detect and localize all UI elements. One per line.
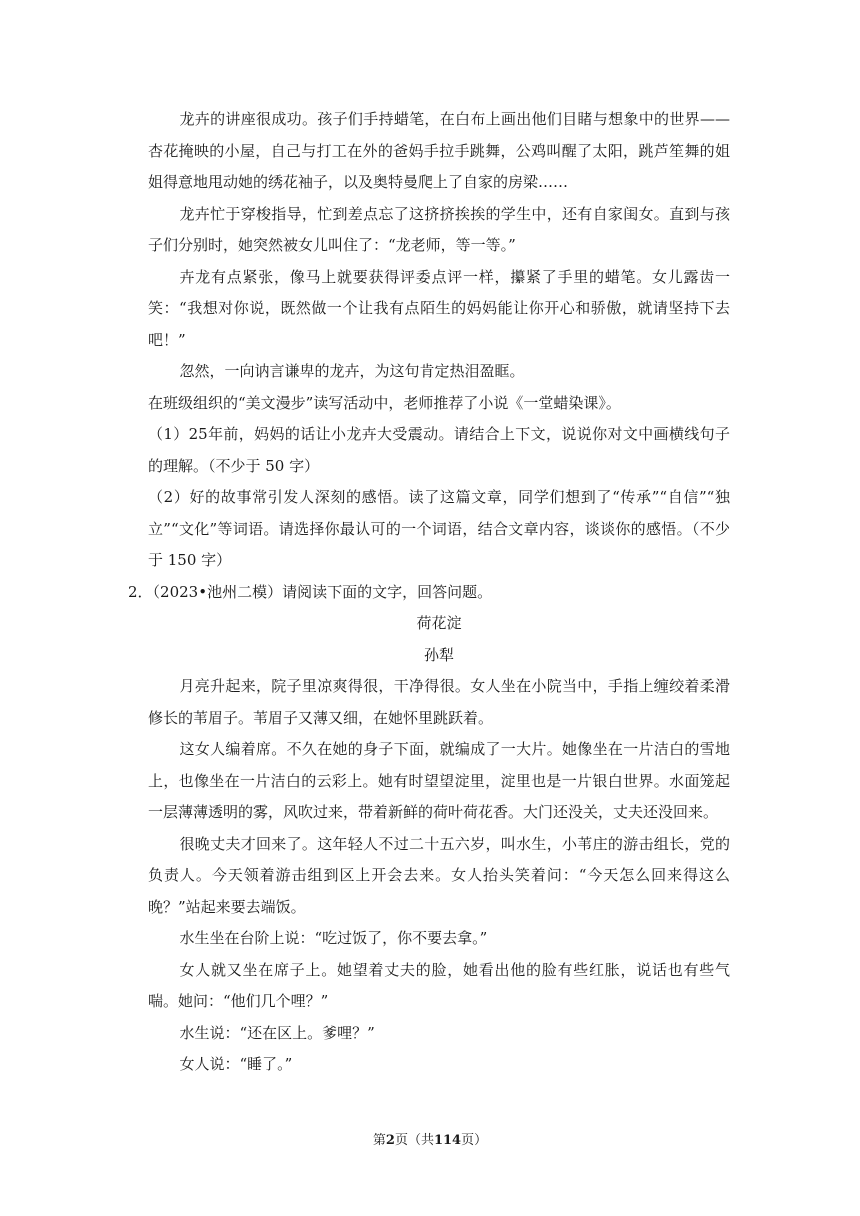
question-1: （1）25年前，妈妈的话让小龙卉大受震动。请结合上下文，说说你对文中画横线句子的理解。（不少于 50 字）: [148, 425, 730, 475]
story-paragraph: 水生坐在台阶上说：“吃过饭了，你不要去拿。”: [179, 929, 488, 947]
page-footer: [0, 1129, 860, 1148]
story-paragraph: 女人说：“睡了。”: [179, 1055, 293, 1073]
footer-page-number: 2: [385, 1133, 395, 1148]
article-paragraph: 卉龙有点紧张，像马上就要获得评委点评一样，攥紧了手里的蜡笔。女儿露齿一笑：“我想对你说，既然做一个让我有点陌生的妈妈能让你开心和骄傲，就请坚持下去吧！”: [148, 267, 730, 349]
story-paragraph: 很晚丈夫才回来了。这年轻人不过二十五六岁，叫水生，小苇庄的游击组长，党的负责人。今天领着游击组到区上开会去来。女人抬头笑着问：“今天怎么回来得这么晚？”站起来要去端饭。: [148, 834, 730, 916]
story-paragraph: 月亮升起来，院子里凉爽得很，干净得很。女人坐在小院当中，手指上缠绞着柔滑修长的苇眉子。苇眉子又薄又细，在她怀里跳跃着。: [148, 677, 730, 727]
footer-middle: 页（共: [394, 1133, 434, 1148]
story-paragraph: 这女人编着席。不久在她的身子下面，就编成了一大片。她像坐在一片洁白的雪地上，也像坐在一片洁白的云彩上。她有时望望淀里，淀里也是一片银白世界。水面笼起一层薄薄透明的雾，风吹过来，带着新鲜的荷叶荷花香。大门还没关，丈夫还没回来。: [148, 740, 730, 821]
article-paragraph: 龙卉忙于穿梭指导，忙到差点忘了这挤挤挨挨的学生中，还有自家闺女。直到与孩子们分别时，她突然被女儿叫住了：“龙老师，等一等。”: [148, 204, 730, 254]
activity-intro: 在班级组织的“美文漫步”读写活动中，老师推荐了小说《一堂蜡染课》。: [148, 393, 621, 412]
footer-prefix: 第: [372, 1133, 386, 1148]
problem-header: 2．（2023•池州二模）请阅读下面的文字，回答问题。: [128, 582, 493, 601]
question-2: （2）好的故事常引发人深刻的感悟。读了这篇文章，同学们想到了“传承”“自信”“独立”“文化”等词语。请选择你最认可的一个词语，结合文章内容，谈谈你的感悟。（不少于 150 字）: [148, 488, 730, 569]
story-paragraph: 女人就又坐在席子上。她望着丈夫的脸，她看出他的脸有些红胀，说话也有些气喘。她问：“他们几个哩？”: [148, 960, 730, 1010]
story-author: 孙犁: [423, 645, 454, 664]
article-paragraph: 龙卉的讲座很成功。孩子们手持蜡笔，在白布上画出他们目睹与想象中的世界——杏花掩映的小屋，自己与打工在外的爸妈手拉手跳舞，公鸡叫醒了太阳，跳芦笙舞的姐姐得意地甩动她的绣花袖子，以及奥特曼爬上了自家的房梁……: [148, 110, 730, 191]
story-paragraph: 水生说：“还在区上。爹哩？”: [179, 1023, 375, 1042]
document-body: [128, 104, 730, 1081]
article-paragraph: 忽然，一向讷言谦卑的龙卉，为这句肯定热泪盈眶。: [179, 362, 525, 380]
footer-suffix: 页）: [461, 1133, 488, 1148]
footer-total-pages: 114: [433, 1133, 462, 1148]
story-title: 荷花淀: [416, 614, 462, 632]
